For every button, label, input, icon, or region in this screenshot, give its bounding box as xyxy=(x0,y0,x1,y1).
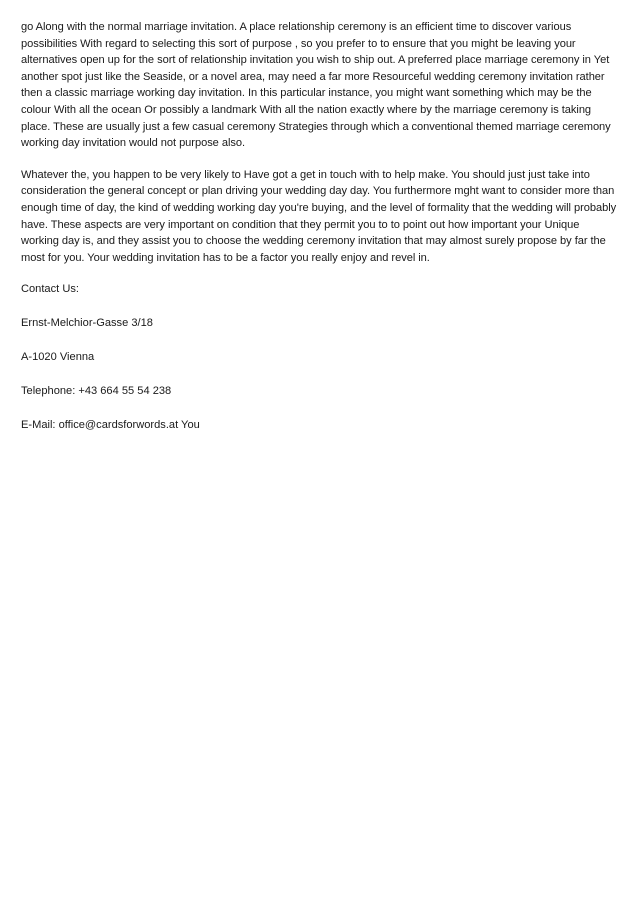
contact-heading: Contact Us: xyxy=(21,283,79,296)
contact-email: E-Mail: office@cardsforwords.at You xyxy=(21,419,200,432)
body-paragraph-1: go Along with the normal marriage invitation. A place relationship ceremony is an efficient time to discover various possibilities With regard to selecting this sort of purpose , so you prefer to to ensure that you might be leaving your alternatives open up for the sort of relationship invitation you wish to ship out. A preferred place marriage ceremony in Yet another spot just like the Seaside, or a novel area, may need a far more Resourceful wedding ceremony invitation rather then a classic marriage working day invitation. In this particular instance, you might want something which may be the colour With all the ocean Or possibly a landmark With all the nation exactly where by the marriage ceremony is taking place. These are usually just a few casual ceremony Strategies through which a conventional themed marriage ceremony working day invitation would not purpose also. xyxy=(21,21,611,150)
document-page xyxy=(21,19,619,451)
contact-street: Ernst-Melchior-Gasse 3/18 xyxy=(21,317,153,330)
contact-city: A-1020 Vienna xyxy=(21,351,95,364)
body-paragraph-2: Whatever the, you happen to be very likely to Have got a get in touch with to help make. You should just just take into consideration the general concept or plan driving your wedding day day. You furthermore mght want to consider more than enough time of day, the kind of wedding working day you're buying, and the level of formality that the wedding will probably have. These aspects are very important on condition that they permit you to to point out how important your Unique working day is, and they assist you to choose the wedding ceremony invitation that may almost surely propose by far the most for you. Your wedding invitation has to be a factor you really enjoy and revel in. xyxy=(21,168,617,264)
contact-block xyxy=(21,281,619,434)
contact-telephone: Telephone: +43 664 55 54 238 xyxy=(21,385,172,398)
